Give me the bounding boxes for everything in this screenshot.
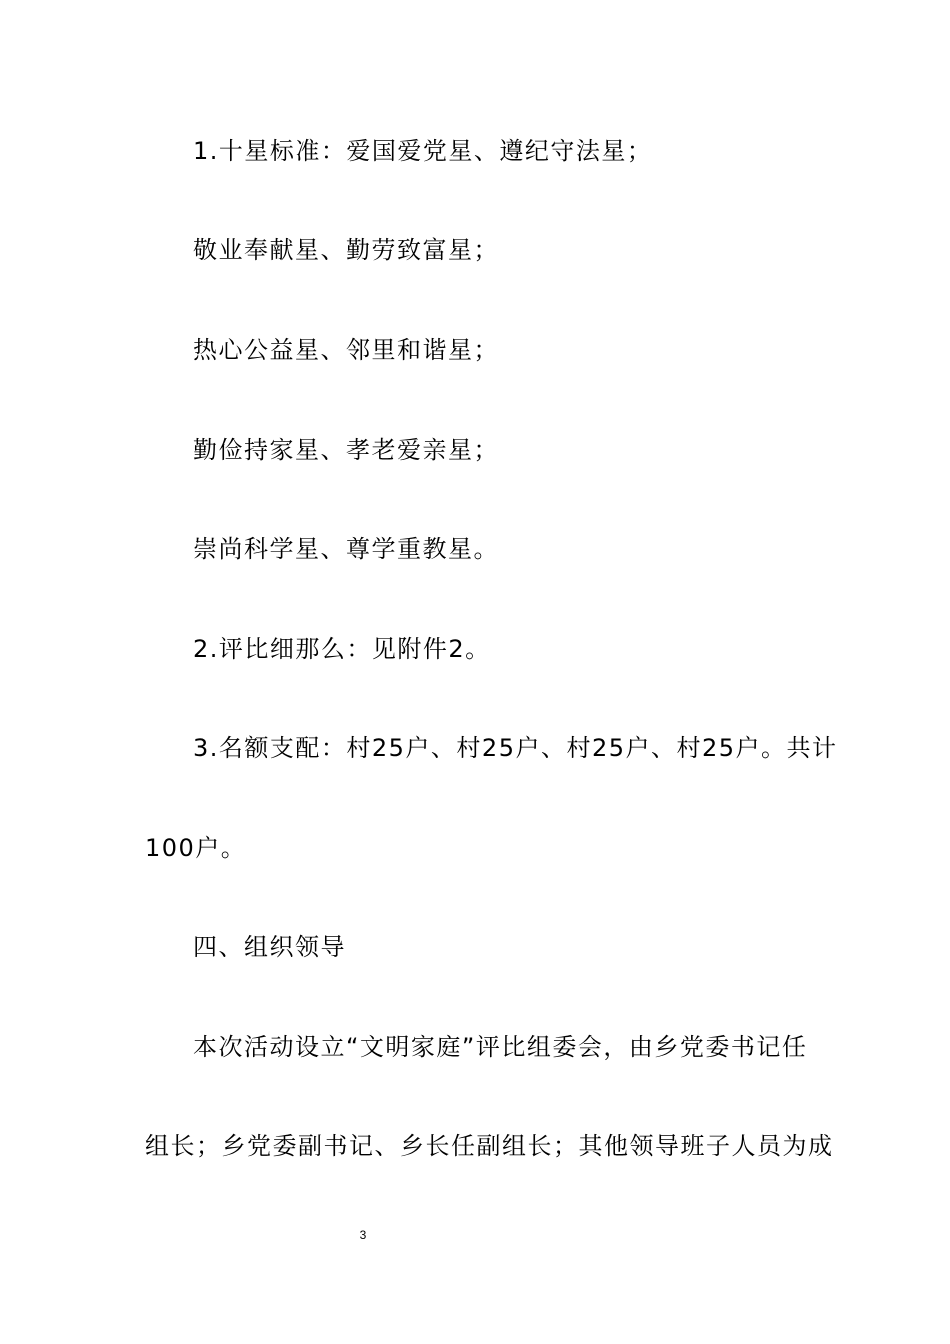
paragraph-line-3: 热心公益星、邻里和谐星； [193, 336, 499, 364]
paragraph-line-6: 2.评比细那么：见附件2。 [193, 635, 491, 663]
section-heading: 四、组织领导 [193, 933, 346, 961]
paragraph-line-4: 勤俭持家星、孝老爱亲星； [193, 436, 499, 464]
paragraph-line-8: 100户。 [145, 834, 247, 862]
paragraph-line-10: 组长；乡党委副书记、乡长任副组长；其他领导班子人员为成 [145, 1132, 834, 1160]
paragraph-line-5: 崇尚科学星、尊学重教星。 [193, 535, 499, 563]
paragraph-line-2: 敬业奉献星、勤劳致富星； [193, 236, 499, 264]
paragraph-line-7: 3.名额支配：村25户、村25户、村25户、村25户。共计 [193, 734, 838, 762]
paragraph-line-9: 本次活动设立“文明家庭”评比组委会，由乡党委书记任 [193, 1033, 808, 1061]
paragraph-line-1: 1.十星标准：爱国爱党星、遵纪守法星； [193, 137, 653, 165]
page-number: 3 [359, 1228, 367, 1242]
